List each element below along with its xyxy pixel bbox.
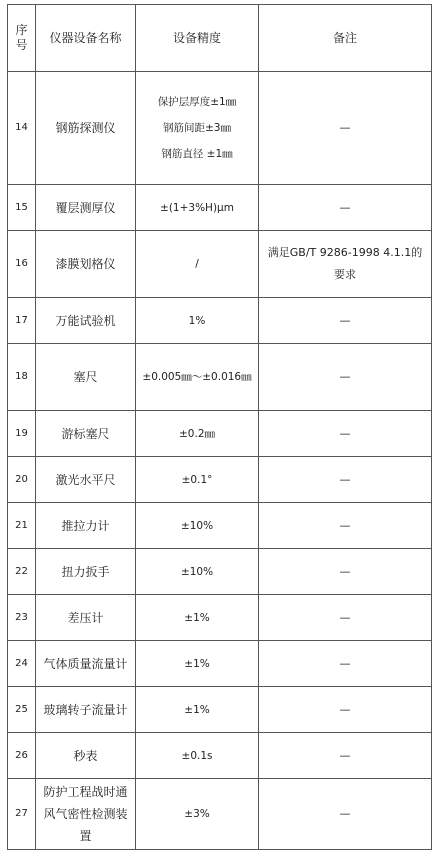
precision-line: ±1% (184, 657, 210, 670)
precision-line: ±1% (184, 611, 210, 624)
cell-no: 20 (8, 457, 36, 503)
table-body (8, 72, 432, 850)
cell-name: 差压计 (36, 595, 136, 641)
table-row (8, 411, 432, 457)
cell-precision (136, 457, 259, 503)
header-note: 备注 (259, 5, 432, 72)
cell-note: — (259, 549, 432, 595)
cell-precision (136, 411, 259, 457)
cell-name: 万能试验机 (36, 298, 136, 344)
precision-line: ±(1+3%H)μm (160, 201, 234, 214)
table-row (8, 733, 432, 779)
cell-no: 24 (8, 641, 36, 687)
cell-no: 25 (8, 687, 36, 733)
cell-no: 27 (8, 779, 36, 850)
cell-name: 漆膜划格仪 (36, 231, 136, 298)
cell-precision (136, 344, 259, 411)
cell-precision (136, 733, 259, 779)
header-row (8, 5, 432, 72)
cell-name: 玻璃转子流量计 (36, 687, 136, 733)
cell-name: 扭力扳手 (36, 549, 136, 595)
cell-name: 推拉力计 (36, 503, 136, 549)
cell-precision (136, 779, 259, 850)
precision-line: ±0.005㎜～±0.016㎜ (142, 371, 252, 383)
cell-no: 26 (8, 733, 36, 779)
cell-note: — (259, 185, 432, 231)
precision-line: / (195, 258, 199, 270)
cell-name: 防护工程战时通风气密性检测装置 (36, 779, 136, 850)
cell-no: 15 (8, 185, 36, 231)
cell-name: 钢筋探测仪 (36, 72, 136, 185)
cell-name: 激光水平尺 (36, 457, 136, 503)
cell-precision (136, 185, 259, 231)
precision-line: ±10% (180, 565, 214, 578)
cell-name: 气体质量流量计 (36, 641, 136, 687)
table-row (8, 344, 432, 411)
cell-note: — (259, 411, 432, 457)
cell-precision (136, 595, 259, 641)
cell-no: 14 (8, 72, 36, 185)
cell-note: — (259, 641, 432, 687)
precision-line: ±3% (184, 808, 210, 820)
precision-line: ±1% (184, 703, 210, 716)
cell-note: — (259, 595, 432, 641)
precision-line: 钢筋间距±3㎜ (163, 122, 231, 134)
table-row (8, 779, 432, 850)
table-row (8, 595, 432, 641)
cell-precision (136, 298, 259, 344)
precision-line: ±10% (180, 519, 214, 532)
header-no: 序号 (8, 5, 36, 72)
precision-line: ±0.1° (181, 473, 213, 486)
cell-note: 满足GB/T 9286-1998 4.1.1的要求 (259, 231, 432, 298)
table-row (8, 72, 432, 185)
cell-note: — (259, 687, 432, 733)
cell-name: 覆层测厚仪 (36, 185, 136, 231)
table-row (8, 503, 432, 549)
cell-no: 18 (8, 344, 36, 411)
cell-note: — (259, 72, 432, 185)
table-row (8, 549, 432, 595)
precision-line: ±0.1s (181, 749, 213, 762)
cell-precision (136, 72, 259, 185)
cell-note: — (259, 503, 432, 549)
precision-line: 保护层厚度±1㎜ (157, 96, 237, 108)
cell-note: — (259, 733, 432, 779)
cell-note: — (259, 779, 432, 850)
equipment-table (7, 4, 432, 850)
cell-note: — (259, 457, 432, 503)
cell-note: — (259, 298, 432, 344)
table-row (8, 457, 432, 503)
header-name: 仪器设备名称 (36, 5, 136, 72)
cell-no: 23 (8, 595, 36, 641)
cell-precision (136, 231, 259, 298)
table-row (8, 298, 432, 344)
cell-name: 秒表 (36, 733, 136, 779)
cell-precision (136, 687, 259, 733)
cell-no: 22 (8, 549, 36, 595)
header-precision: 设备精度 (136, 5, 259, 72)
table-row (8, 687, 432, 733)
table-row (8, 641, 432, 687)
cell-precision (136, 549, 259, 595)
cell-precision (136, 503, 259, 549)
cell-precision (136, 641, 259, 687)
cell-no: 21 (8, 503, 36, 549)
cell-name: 游标塞尺 (36, 411, 136, 457)
precision-line: 1% (188, 314, 206, 327)
cell-note: — (259, 344, 432, 411)
cell-no: 19 (8, 411, 36, 457)
precision-line: ±0.2㎜ (179, 427, 215, 440)
cell-name: 塞尺 (36, 344, 136, 411)
table-row (8, 231, 432, 298)
precision-line: 钢筋直径 ±1㎜ (161, 148, 233, 160)
cell-no: 16 (8, 231, 36, 298)
cell-no: 17 (8, 298, 36, 344)
table-row (8, 185, 432, 231)
